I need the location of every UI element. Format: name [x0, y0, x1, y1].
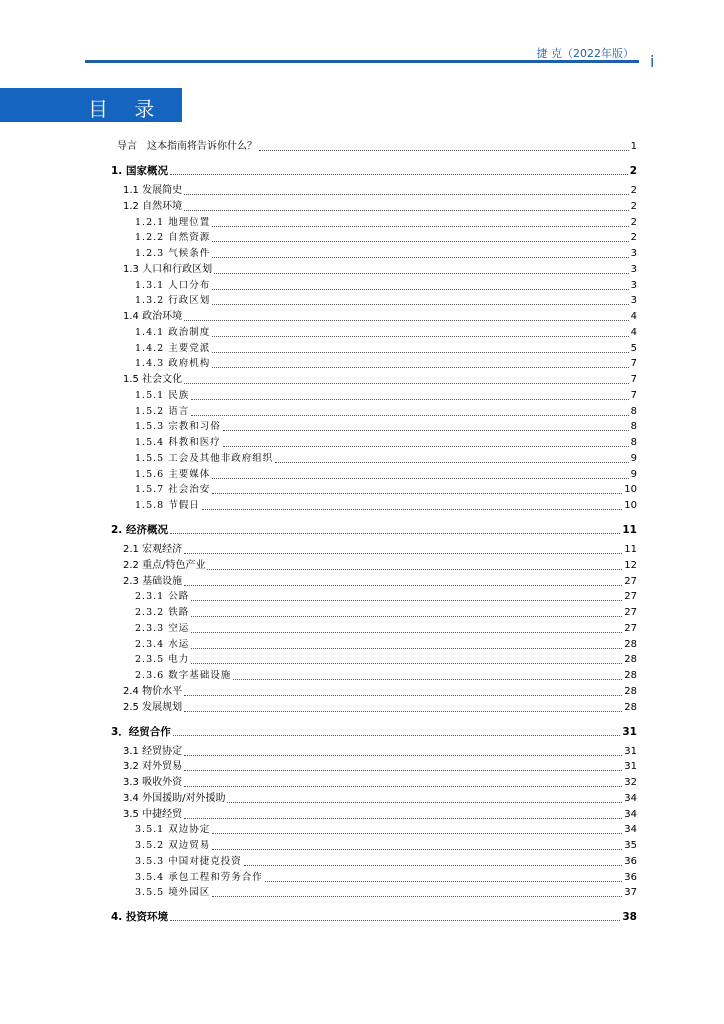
toc-heading: 目 录 — [88, 97, 165, 121]
toc-entry-page: 8 — [630, 437, 637, 448]
toc-leader-dots — [184, 320, 629, 321]
toc-entry[interactable] — [135, 326, 637, 340]
toc-entry[interactable] — [111, 910, 637, 924]
toc-entry[interactable] — [135, 622, 637, 636]
toc-entry[interactable] — [123, 745, 637, 759]
toc-entry[interactable] — [123, 543, 637, 557]
toc-leader-dots — [191, 616, 622, 617]
toc-entry[interactable] — [135, 342, 637, 356]
toc-entry-label: 1.4.2 主要党派 — [135, 343, 211, 354]
toc-entry-page: 5 — [630, 343, 637, 354]
toc-leader-dots — [212, 352, 628, 353]
toc-entry[interactable] — [135, 839, 637, 853]
toc-entry-page: 36 — [624, 872, 637, 883]
toc-leader-dots — [207, 569, 622, 570]
toc-leader-dots — [212, 478, 628, 479]
toc-entry-label: 2.3.6 数字基础设施 — [135, 670, 232, 681]
toc-entry-label: 3.5.4 承包工程和劳务合作 — [135, 872, 263, 883]
toc-entry-label: 3.1 经贸协定 — [123, 746, 183, 757]
toc-leader-dots — [212, 304, 628, 305]
toc-entry-page: 35 — [624, 840, 637, 851]
toc-entry-page: 2 — [630, 185, 637, 196]
toc-entry-label: 3.2 对外贸易 — [123, 761, 183, 772]
toc-entry-label: 2.3.3 空运 — [135, 623, 190, 634]
toc-entry-label: 1.2 自然环境 — [123, 201, 183, 212]
toc-entry-label: 1.5.1 民族 — [135, 390, 190, 401]
toc-entry-page: 12 — [624, 560, 637, 571]
toc-entry-page: 10 — [624, 500, 637, 511]
toc-entry-label: 3.5.3 中国对捷克投资 — [135, 856, 242, 867]
toc-leader-dots — [212, 257, 628, 258]
toc-leader-dots — [212, 896, 622, 897]
toc-entry-page: 7 — [630, 374, 637, 385]
toc-leader-dots — [214, 273, 629, 274]
toc-leader-dots — [191, 399, 628, 400]
toc-entry-label: 3.3 吸收外资 — [123, 777, 183, 788]
toc-entry-label: 2. 经济概况 — [111, 524, 168, 536]
toc-leader-dots — [191, 600, 622, 601]
toc-entry-page: 28 — [624, 639, 637, 650]
toc-entry[interactable] — [135, 606, 637, 620]
toc-leader-dots — [212, 241, 628, 242]
toc-entry-page: 9 — [630, 469, 637, 480]
toc-leader-dots — [184, 553, 622, 554]
toc-entry[interactable] — [123, 792, 637, 806]
toc-entry-label: 2.3.4 水运 — [135, 639, 190, 650]
toc-entry[interactable] — [111, 164, 637, 178]
toc-leader-dots — [212, 833, 622, 834]
toc-entry[interactable] — [123, 776, 637, 790]
toc-leader-dots — [184, 786, 622, 787]
toc-entry[interactable] — [135, 389, 637, 403]
toc-entry-page: 9 — [630, 453, 637, 464]
toc-entry[interactable] — [135, 216, 637, 230]
toc-leader-dots — [212, 289, 628, 290]
toc-leader-dots — [223, 430, 629, 431]
toc-entry[interactable] — [135, 886, 637, 900]
toc-entry-page: 11 — [622, 524, 637, 536]
toc-entry-label: 2.3.1 公路 — [135, 591, 190, 602]
toc-entry-page: 28 — [624, 654, 637, 665]
toc-entry-page: 37 — [624, 887, 637, 898]
toc-entry-page: 34 — [624, 809, 637, 820]
toc-leader-dots — [184, 770, 622, 771]
toc-entry-page: 31 — [622, 726, 637, 738]
toc-entry-page: 31 — [624, 761, 637, 772]
toc-entry[interactable] — [123, 200, 637, 214]
toc-entry[interactable] — [123, 808, 637, 822]
toc-entry-label: 2.1 宏观经济 — [123, 544, 183, 555]
toc-entry[interactable] — [123, 701, 637, 715]
toc-leader-dots — [191, 415, 628, 416]
toc-entry[interactable] — [135, 436, 637, 450]
toc-entry-page: 32 — [624, 777, 637, 788]
toc-leader-dots — [223, 446, 629, 447]
toc-entry-label: 2.2 重点/特色产业 — [123, 560, 206, 571]
toc-entry-page: 4 — [630, 311, 637, 322]
toc-entry-label: 1.5.5 工会及其他非政府组织 — [135, 453, 274, 464]
toc-entry-label: 1.3.1 人口分布 — [135, 280, 211, 291]
toc-leader-dots — [184, 711, 622, 712]
toc-entry[interactable] — [135, 420, 637, 434]
toc-entry-page: 34 — [624, 793, 637, 804]
toc-leader-dots — [275, 462, 628, 463]
toc-entry-page: 2 — [630, 232, 637, 243]
toc-entry-label: 3.4 外国援助/对外援助 — [123, 793, 226, 804]
toc-entry[interactable] — [123, 373, 637, 387]
toc-leader-dots — [170, 174, 628, 175]
toc-leader-dots — [212, 367, 628, 368]
toc-entry-page: 8 — [630, 406, 637, 417]
toc-entry[interactable] — [123, 685, 637, 699]
toc-entry[interactable] — [135, 357, 637, 371]
toc-entry-page: 2 — [630, 201, 637, 212]
toc-entry-label: 4. 投资环境 — [111, 911, 168, 923]
toc-leader-dots — [191, 663, 622, 664]
toc-entry-page: 27 — [624, 591, 637, 602]
toc-entry[interactable] — [123, 310, 637, 324]
running-header-title: 捷 克（2022年版） — [536, 47, 634, 60]
toc-entry-page: 34 — [624, 824, 637, 835]
toc-entry-page: 38 — [622, 911, 637, 923]
toc-leader-dots — [244, 865, 623, 866]
toc-entry-page: 10 — [624, 484, 637, 495]
toc-leader-dots — [184, 194, 629, 195]
toc-leader-dots — [170, 533, 620, 534]
toc-entry-page: 2 — [630, 217, 637, 228]
toc-leader-dots — [202, 509, 623, 510]
toc-entry[interactable] — [135, 823, 637, 837]
toc-entry-label: 1.2.2 自然资源 — [135, 232, 211, 243]
toc-entry[interactable] — [135, 483, 637, 497]
toc-leader-dots — [233, 679, 622, 680]
toc-entry-page: 3 — [630, 295, 637, 306]
toc-entry-page: 7 — [630, 358, 637, 369]
toc-entry-label: 导言 这本指南将告诉你什么？ — [117, 141, 257, 152]
toc-entry-label: 1.4 政治环境 — [123, 311, 183, 322]
toc-leader-dots — [184, 818, 622, 819]
toc-entry[interactable] — [135, 855, 637, 869]
toc-entry-label: 1. 国家概况 — [111, 165, 168, 177]
toc-entry-label: 2.3 基础设施 — [123, 576, 183, 587]
toc-leader-dots — [227, 802, 622, 803]
toc-leader-dots — [265, 881, 623, 882]
toc-leader-dots — [191, 648, 622, 649]
toc-entry-page: 3 — [630, 280, 637, 291]
toc-entry-label: 2.4 物价水平 — [123, 686, 183, 697]
toc-leader-dots — [184, 210, 629, 211]
toc-entry-label: 1.5.4 科教和医疗 — [135, 437, 221, 448]
toc-leader-dots — [212, 849, 622, 850]
toc-entry-label: 1.5.8 节假日 — [135, 500, 200, 511]
toc-entry-label: 1.5.7 社会治安 — [135, 484, 211, 495]
toc-entry-label: 1.4.3 政府机构 — [135, 358, 211, 369]
toc-leader-dots — [212, 336, 628, 337]
toc-entry-page: 28 — [624, 702, 637, 713]
toc-entry[interactable] — [135, 669, 637, 683]
toc-entry[interactable] — [111, 523, 637, 537]
toc-entry[interactable] — [123, 263, 637, 277]
toc-entry-label: 1.2.3 气候条件 — [135, 248, 211, 259]
toc-entry-label: 1.5 社会文化 — [123, 374, 183, 385]
toc-entry-page: 3 — [630, 248, 637, 259]
toc-entry[interactable] — [123, 575, 637, 589]
toc-entry[interactable] — [117, 140, 637, 154]
toc-leader-dots — [184, 383, 629, 384]
toc-entry[interactable] — [123, 559, 637, 573]
toc-entry-page: 11 — [624, 544, 637, 555]
toc-entry-label: 3.5.2 双边贸易 — [135, 840, 211, 851]
toc-entry-label: 2.3.2 铁路 — [135, 607, 190, 618]
toc-leader-dots — [184, 585, 622, 586]
toc-entry-label: 3.5.1 双边协定 — [135, 824, 211, 835]
toc-entry[interactable] — [135, 247, 637, 261]
toc-leader-dots — [212, 226, 628, 227]
toc-entry[interactable] — [123, 184, 637, 198]
toc-leader-dots — [184, 755, 622, 756]
toc-entry[interactable] — [135, 590, 637, 604]
toc-entry-page: 3 — [630, 264, 637, 275]
toc-entry-page: 27 — [624, 607, 637, 618]
toc-entry-label: 3.5 中捷经贸 — [123, 809, 183, 820]
toc-entry-label: 1.2.1 地理位置 — [135, 217, 211, 228]
toc-entry-page: 28 — [624, 686, 637, 697]
toc-entry[interactable] — [111, 725, 637, 739]
toc-entry-page: 8 — [630, 421, 637, 432]
toc-leader-dots — [170, 920, 620, 921]
toc-leader-dots — [184, 695, 622, 696]
toc-entry[interactable] — [135, 279, 637, 293]
toc-entry-page: 27 — [624, 576, 637, 587]
toc-leader-dots — [212, 493, 622, 494]
toc-entry-label: 1.3 人口和行政区划 — [123, 264, 213, 275]
toc-entry[interactable] — [135, 405, 637, 419]
toc-entry[interactable] — [135, 638, 637, 652]
toc-entry-label: 1.4.1 政治制度 — [135, 327, 211, 338]
toc-entry-page: 36 — [624, 856, 637, 867]
toc-entry-label: 1.3.2 行政区划 — [135, 295, 211, 306]
running-header-page-number: i — [650, 52, 655, 71]
toc-entry[interactable] — [123, 760, 637, 774]
toc-entry-page: 4 — [630, 327, 637, 338]
toc-entry-label: 2.3.5 电力 — [135, 654, 190, 665]
toc-entry[interactable] — [135, 294, 637, 308]
toc-leader-dots — [259, 150, 629, 151]
toc-entry-page: 2 — [629, 165, 637, 177]
toc-entry[interactable] — [135, 231, 637, 245]
toc-entry[interactable] — [135, 499, 637, 513]
toc-entry[interactable] — [135, 871, 637, 885]
toc-entry-label: 1.5.2 语言 — [135, 406, 190, 417]
toc-leader-dots — [191, 632, 622, 633]
toc-leader-dots — [173, 735, 621, 736]
toc-entry-label: 1.5.3 宗教和习俗 — [135, 421, 221, 432]
toc-entry[interactable] — [135, 468, 637, 482]
toc-entry-label: 3.5.5 境外园区 — [135, 887, 211, 898]
toc-entry-label: 2.5 发展规划 — [123, 702, 183, 713]
toc-entry-label: 1.5.6 主要媒体 — [135, 469, 211, 480]
toc-entry-page: 28 — [624, 670, 637, 681]
toc-entry-page: 1 — [630, 141, 637, 152]
toc-entry-page: 7 — [630, 390, 637, 401]
toc-entry-label: 3．经贸合作 — [111, 726, 171, 738]
toc-entry-page: 27 — [624, 623, 637, 634]
toc-entry-page: 31 — [624, 746, 637, 757]
toc-entry[interactable] — [135, 452, 637, 466]
toc-entry[interactable] — [135, 653, 637, 667]
toc-entry-label: 1.1 发展简史 — [123, 185, 183, 196]
